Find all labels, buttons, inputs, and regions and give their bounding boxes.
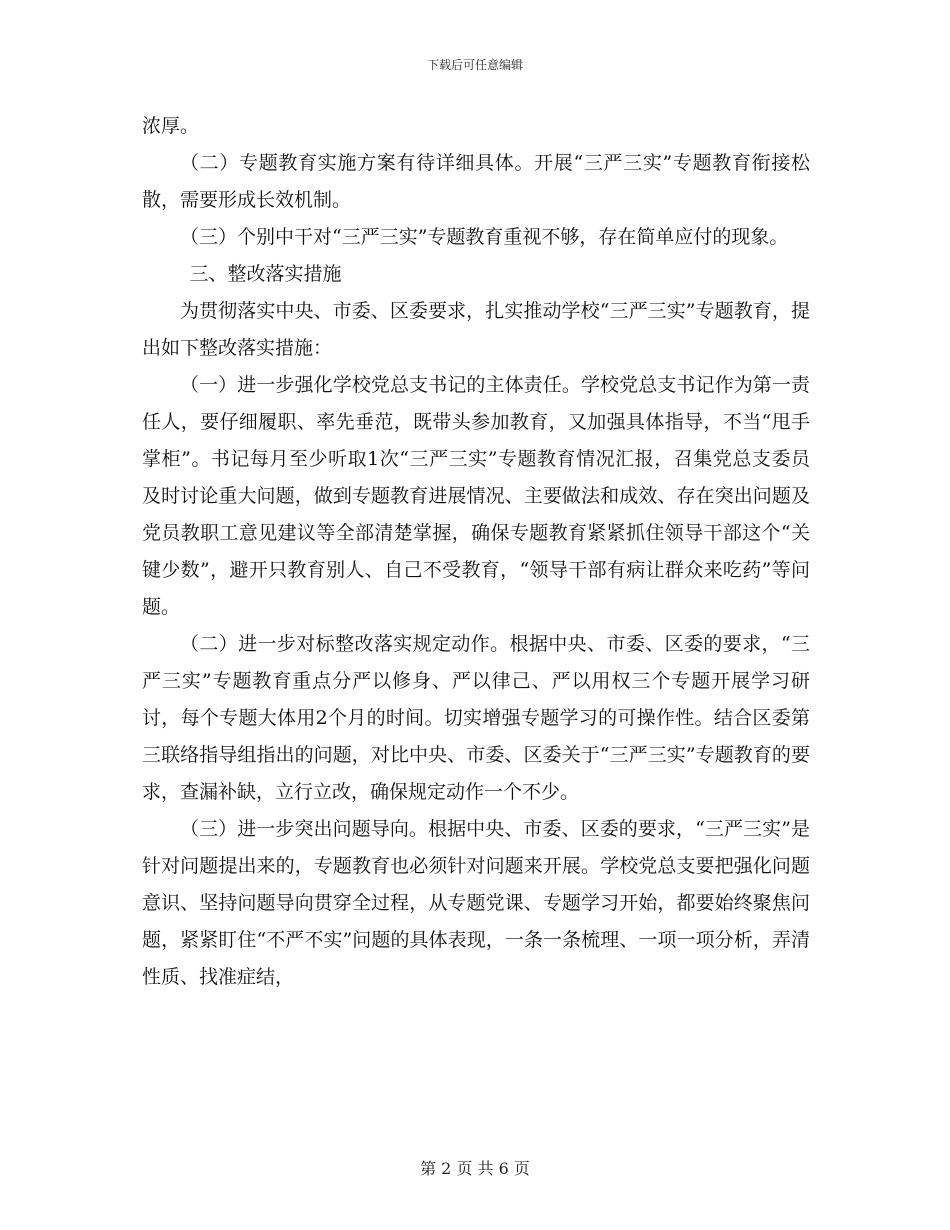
paragraph-continuation: 浓厚。 <box>142 115 200 137</box>
page-header: 下载后可任意编辑 <box>426 58 523 72</box>
paragraph-issue-3: （三）个别中干对“三严三实”专题教育重视不够，存在简单应付的现象。 <box>180 226 789 248</box>
section-heading: 三、整改落实措施 <box>189 263 342 285</box>
paragraph-measure-2: （二）进一步对标整改落实规定动作。根据中央、市委、区委的要求，“三严三实”专题教育重点分严以修身、严以律己、严以用权三个专题开展学习研讨，每个专题大体用2个月的时间。切实增强专题学习的可操作性。结合区委第三联络指导组指出的问题，对比中央、市委、区委关于“三严三实”专题教育的要求，查漏补缺，立行立改，确保规定动作一个不少。 <box>142 633 810 803</box>
document-body <box>142 108 810 996</box>
paragraph-measure-3: （三）进一步突出问题导向。根据中央、市委、区委的要求，“三严三实”是针对问题提出来的，专题教育也必须针对问题来开展。学校党总支要把强化问题意识、坚持问题导向贯穿全过程，从专题党课、专题学习开始，都要始终聚焦问题，紧紧盯住“不严不实”问题的具体表现，一条一条梳理、一项一项分析，弄清性质、找准症结， <box>142 818 810 988</box>
paragraph-measure-1: （一）进一步强化学校党总支书记的主体责任。学校党总支书记作为第一责任人，要仔细履职、率先垂范，既带头参加教育，又加强具体指导，不当“甩手掌柜”。书记每月至少听取1次“三严三实”专题教育情况汇报，召集党总支委员及时讨论重大问题，做到专题教育进展情况、主要做法和成效、存在突出问题及党员教职工意见建议等全部清楚掌握，确保专题教育紧紧抓住领导干部这个“关键少数”，避开只教育别人、自己不受教育，“领导干部有病让群众来吃药”等问题。 <box>142 374 810 618</box>
page-footer: 第 2 页 共 6 页 <box>420 1159 530 1178</box>
paragraph-intro: 为贯彻落实中央、市委、区委要求，扎实推动学校“三严三实”专题教育，提出如下整改落实措施： <box>142 300 810 359</box>
paragraph-issue-2: （二）专题教育实施方案有待详细具体。开展“三严三实”专题教育衔接松散，需要形成长效机制。 <box>142 152 810 211</box>
